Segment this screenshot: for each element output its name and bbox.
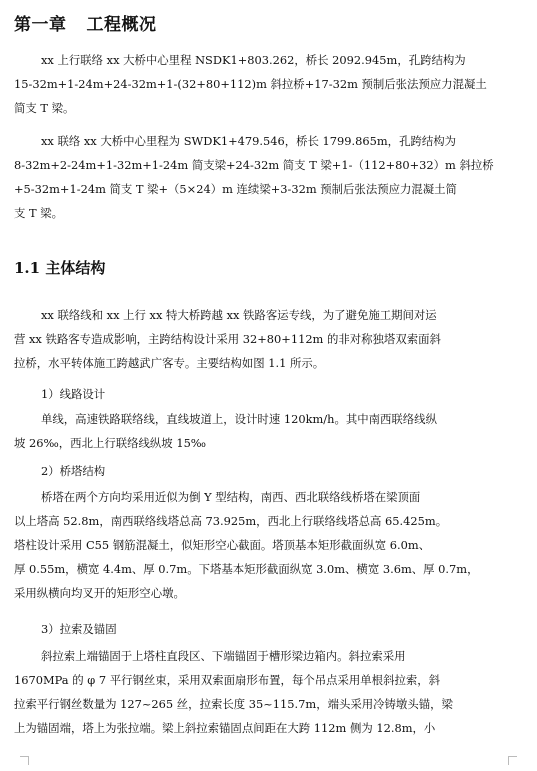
item-2-title: 2）桥塔结构 — [41, 464, 106, 478]
text-line: 1670MPa 的 φ 7 平行钢丝束，采用双索面扇形布置，每个吊点采用单根斜拉索，斜 — [14, 673, 441, 687]
item-3-body — [14, 644, 524, 740]
text-line: 坡 26‰，西北上行联络线纵坡 15‰ — [14, 436, 207, 450]
text-line: 单线，高速铁路联络线，直线坡道上，设计时速 120km/h。其中南西联络线纵 — [41, 412, 437, 426]
text-line: 拉桥，水平转体施工跨越武广客专。主要结构如图 1.1 所示。 — [14, 356, 325, 370]
item-3-title: 3）拉索及锚固 — [41, 622, 117, 636]
text-line: 斜拉索上端锚固于上塔柱直段区、下端锚固于槽形梁边箱内。斜拉索采用 — [41, 649, 406, 663]
intro-paragraph-2 — [14, 129, 524, 225]
item-1-body — [14, 407, 524, 455]
main-paragraph-1 — [14, 303, 524, 375]
text-line: 上为锚固端，塔上为张拉端。梁上斜拉索锚固点间距在大跨 112m 侧为 12.8m，小 — [14, 721, 436, 735]
intro-paragraph-1 — [14, 48, 524, 120]
text-line: 桥塔在两个方向均采用近似为倒 Y 型结构，南西、西北联络线桥塔在梁顶面 — [41, 490, 421, 504]
section-title: 主体结构 — [45, 259, 106, 277]
page-corner-mark-left — [20, 756, 29, 765]
chapter-label: 第一章 — [14, 15, 67, 35]
text-line: 拉索平行钢丝数量为 127~265 丝，拉索长度 35~115.7m，端头采用冷铸墩头锚，梁 — [14, 697, 453, 711]
item-1-title: 1）线路设计 — [41, 387, 106, 401]
text-line: 塔柱设计采用 C55 钢筋混凝土，似矩形空心截面。塔顶基本矩形截面纵宽 6.0m、 — [14, 538, 431, 552]
chapter-heading — [14, 10, 157, 35]
item-2-body — [14, 485, 524, 605]
text-line: 营 xx 铁路客专造成影响，主跨结构设计采用 32+80+112m 的非对称独塔双索面斜 — [14, 332, 441, 346]
text-line: 以上塔高 52.8m，南西联络线塔总高 73.925m，西北上行联络线塔总高 65.425m。 — [14, 514, 448, 528]
text-line: 简支 T 梁。 — [14, 101, 75, 115]
section-number: 1.1 — [14, 259, 41, 277]
text-line: 采用纵横向均叉开的矩形空心墩。 — [14, 586, 185, 600]
section-heading — [14, 257, 105, 278]
text-line: +5-32m+1-24m 简支 T 梁+（5×24）m 连续梁+3-32m 预制后张法预应力混凝土简 — [14, 182, 457, 196]
text-line: xx 联络线和 xx 上行 xx 特大桥跨越 xx 铁路客运专线，为了避免施工期间对运 — [41, 308, 437, 322]
chapter-title: 工程概况 — [86, 15, 157, 35]
text-line: 8-32m+2-24m+1-32m+1-24m 简支梁+24-32m 简支 T 梁+1-（112+80+32）m 斜拉桥 — [14, 158, 494, 172]
text-line: 厚 0.55m，横宽 4.4m、厚 0.7m。下塔基本矩形截面纵宽 3.0m、横宽 3.6m、厚 0.7m， — [14, 562, 479, 576]
text-line: 15-32m+1-24m+24-32m+1-(32+80+112)m 斜拉桥+17-32m 预制后张法预应力混凝土 — [14, 77, 487, 91]
text-line: 支 T 梁。 — [14, 206, 64, 220]
text-line: xx 上行联络 xx 大桥中心里程 NSDK1+803.262，桥长 2092.945m，孔跨结构为 — [41, 53, 466, 67]
text-line: xx 联络 xx 大桥中心里程为 SWDK1+479.546，桥长 1799.865m，孔跨结构为 — [41, 134, 457, 148]
page-corner-mark-right — [508, 756, 517, 765]
